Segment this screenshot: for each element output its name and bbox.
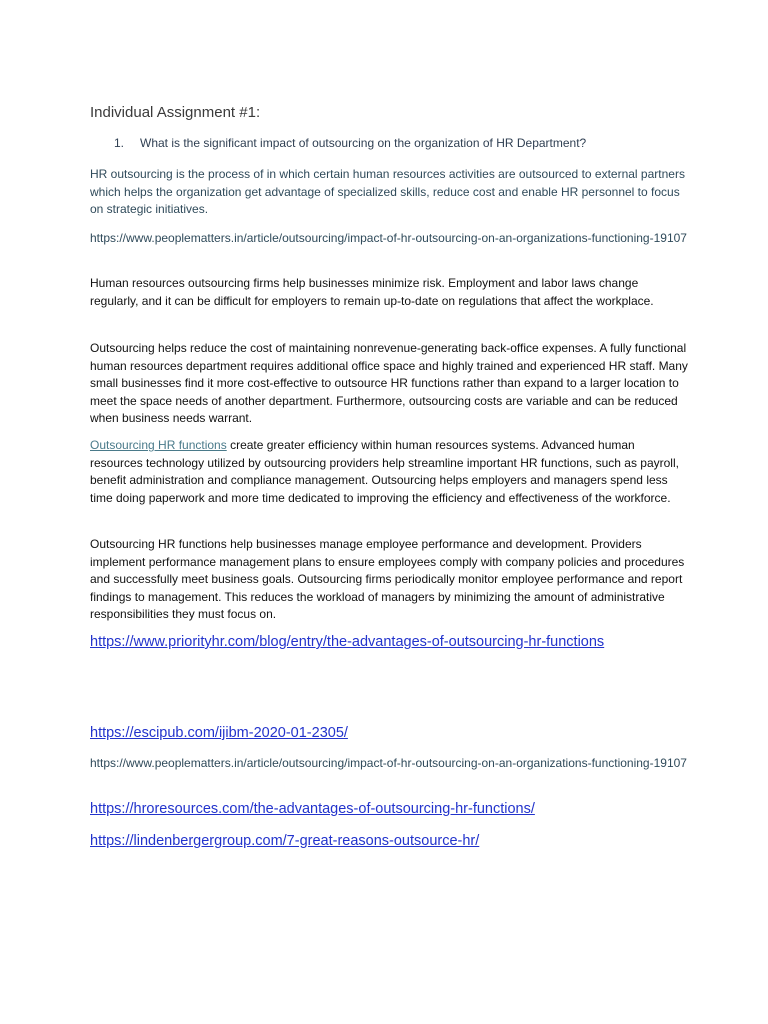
outsourcing-hr-functions-link[interactable]: Outsourcing HR functions xyxy=(90,438,227,452)
lindenberger-link[interactable]: https://lindenbergergroup.com/7-great-reasons-outsource-hr/ xyxy=(90,833,480,849)
performance-paragraph: Outsourcing HR functions help businesses manage employee performance and development. Providers implement performance management plans to ensure employees comply with company policies and procedures and successfully meet business goals. Outsourcing firms periodically monitor employee performance and report findings to management. This reduces the workload of managers by minimizing the amount of administrative responsibilities they must focus on. xyxy=(90,537,685,621)
peoplematters-link[interactable]: https://www.peoplematters.in/article/outsourcing/impact-of-hr-outsourcing-on-an-organizations-functioning-19107 xyxy=(90,231,687,245)
escipub-link[interactable]: https://escipub.com/ijibm-2020-01-2305/ xyxy=(90,725,348,741)
question-item xyxy=(114,136,734,150)
page-title: Individual Assignment #1: xyxy=(90,104,261,121)
priorityhr-link[interactable]: https://www.priorityhr.com/blog/entry/the-advantages-of-outsourcing-hr-functions xyxy=(90,634,605,650)
peoplematters-link-2[interactable]: https://www.peoplematters.in/article/outsourcing/impact-of-hr-outsourcing-on-an-organizations-functioning-19107 xyxy=(90,756,687,770)
question-number: 1. xyxy=(114,136,125,150)
hroresources-link[interactable]: https://hroresources.com/the-advantages-of-outsourcing-hr-functions/ xyxy=(90,801,535,817)
question-text: What is the significant impact of outsourcing on the organization of HR Department? xyxy=(140,136,587,150)
cost-paragraph: Outsourcing helps reduce the cost of maintaining nonrevenue-generating back-office expenses. A fully functional human resources department requires additional office space and highly trained and experienced HR staff. Many small businesses find it more cost-effective to outsource HR functions rather than expand to a larger location to meet the space needs of another department. Furthermore, outsourcing costs are variable and can be reduced when business needs warrant. xyxy=(90,341,688,425)
efficiency-text: create greater efficiency within human resources systems. Advanced human resources technology utilized by outsourcing providers help streamline important HR functions, such as payroll, benefit administration and compliance management. Outsourcing helps employers and managers spend less time doing paperwork and more time dedicated to improving the efficiency and effectiveness of the workforce. xyxy=(90,438,679,505)
efficiency-paragraph xyxy=(90,437,690,507)
intro-paragraph: HR outsourcing is the process of in which certain human resources activities are outsourced to external partners which helps the organization get advantage of specialized skills, reduce cost and enable HR personnel to focus on strategic initiatives. xyxy=(90,167,685,216)
risk-paragraph: Human resources outsourcing firms help businesses minimize risk. Employment and labor laws change regularly, and it can be difficult for employers to remain up-to-date on regulations that affect the workplace. xyxy=(90,276,654,308)
